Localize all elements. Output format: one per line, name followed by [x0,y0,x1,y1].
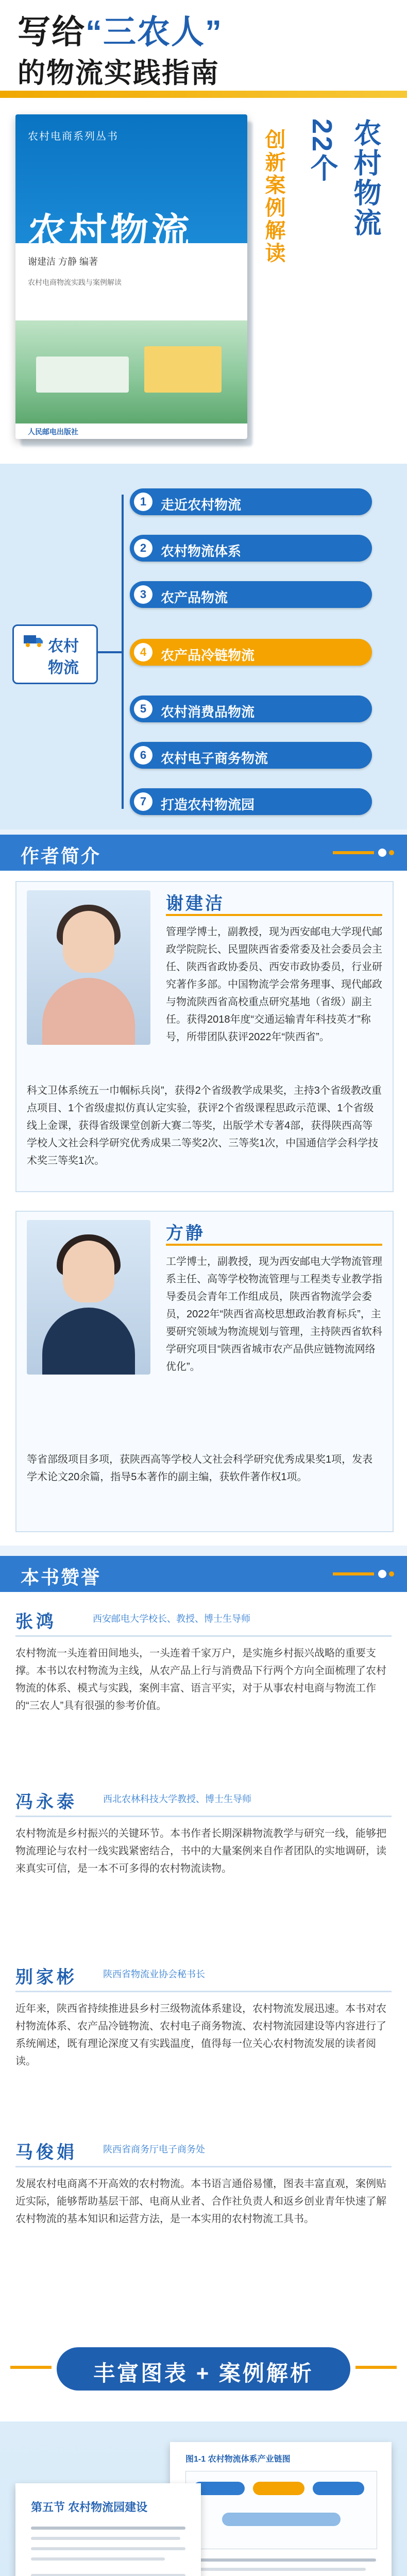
photo-head [63,1241,114,1302]
text-line [31,2527,185,2530]
text-line [31,2537,180,2540]
rec-role: 陕西省物流业协会秘书长 [103,1969,205,1979]
recommendation-4 [15,2138,392,2303]
book-authors: 谢建洁 方静 编著 [28,257,98,267]
author-name-1: 谢建洁 [166,894,225,913]
toc-branch-line [97,651,122,653]
truck-icon [23,633,44,648]
banner-ornament-left [10,2366,52,2369]
toc-item-5 [130,696,372,722]
toc-item-label: 打造农村物流园 [161,797,255,812]
toc-label-line1: 农村 [48,638,79,655]
author-name-2: 方静 [166,1224,205,1243]
toc-item-number: 6 [134,746,152,765]
text-line [31,2557,165,2561]
flow-node [222,2513,341,2526]
authors-section-title: 作者简介 [21,845,101,867]
hero-accent-bar [0,91,407,98]
photo-head [63,911,114,973]
banner-pill [57,2347,350,2391]
rec-body: 发展农村电商离不开高效的农村物流。本书语言通俗易懂，图表丰富直观，案例贴近实际，能够帮助基层干部、电商从业者、合作社负责人和返乡创业青年快速了解农村物流的基本知识和运营方法，是一本实用的农村物流工具书。 [15,2178,386,2225]
book-cover [15,114,247,439]
toc-item-6 [130,742,372,769]
hero-side-slogan [262,118,401,448]
header-ornament-icon [333,1567,395,1581]
recommendation-3 [15,1963,392,2128]
features-banner [0,2318,407,2421]
author-card-2 [15,1211,394,1532]
photo-body [42,1308,135,1375]
toc-item-number: 3 [134,585,152,604]
text-line [31,2547,185,2550]
rec-section-title: 本书赞誉 [21,1567,101,1588]
flow-node [193,2482,245,2495]
toc-item-label: 农村物流体系 [161,544,242,559]
toc-item-4 [130,639,372,666]
rec-divider [15,1816,392,1817]
text-line [31,2574,185,2576]
author-name-underline [166,914,382,916]
banner-title: 丰富图表 + 案例解析 [93,2361,314,2385]
rec-name: 别家彬 [15,1968,77,1987]
toc-spine-line [122,495,124,809]
hero-title-highlight: “三农人” [86,13,223,50]
rec-body: 农村物流一头连着田间地头，一头连着千家万户，是实施乡村振兴战略的重要支撑。本书以农村物流为主线，从农产品上行与消费品下行两个方向全面梳理了农村物流的体系、模式与实践，案例丰富、语言平实，对于从事农村电商与物流工作的“三农人”具有很强的参考价值。 [15,1648,386,1711]
rec-section-header [0,1556,407,1592]
toc-item-3 [130,581,372,608]
author-bio-full-1: 科文卫体系统五一巾帼标兵岗”，获得2个省级教学成果奖，主持3个省级教改重点项目、1个省级虚拟仿真认定实验，获评2个省级课程思政示范课、1个省级线上金课，获得省级课堂创新大赛二等奖，出版学术专著4部，获得陕西高等学校人文社会科学研究优秀成果二等奖2次、三等奖1次，中国通信学会科学技术奖三等奖1次。 [27,1085,382,1166]
toc-item-label: 农村消费品物流 [161,704,255,720]
toc-label-line2: 物流 [48,659,79,676]
toc-item-label: 走近农村物流 [161,497,242,513]
rec-body: 农村物流是乡村振兴的关键环节。本书作者长期深耕物流教学与研究一线，能够把物流理论与农村一线实践紧密结合，书中的大量案例来自作者团队的实地调研，读来真实可信，是一本不可多得的农村物流读物。 [15,1828,386,1874]
header-ornament-icon [333,846,395,859]
slogan-innovation: 创新案例解读 [262,129,285,265]
sample-pages-section [0,2421,407,2576]
author-bio-side-2: 工学博士，副教授，现为西安邮电大学物流管理系主任、高等学校物流管理与工程类专业教学指导委员会青年工作组成员，陕西省物流学会委员，2022年“陕西省高校思想政治教育标兵”，主要研究领域为物流规划与管理，主持陕西省软科学研究项目“陕西省城市农产品供应链物流网络优化”。 [166,1256,382,1372]
toc-item-number: 1 [134,493,152,511]
toc-item-label: 农产品冷链物流 [161,648,255,663]
sample-figure-caption: 图1-1 农村物流体系产业链图 [185,2455,291,2464]
hero-section [0,0,407,464]
rec-name: 马俊娟 [15,2143,77,2162]
flow-node [313,2482,364,2495]
author-bio-side-1: 管理学博士，副教授，现为西安邮电大学现代邮政学院院长、民盟陕西省委常委及社会委员会主任、陕西省政协委员、西安市政协委员，行业研究著作多部。中国物流学会常务理事、现代邮政与物流陕西省高校重点研究基地（省级）副主任。获得2018年度“交通运输青年科技英才”称号，所带团队获评2022年“陕西省”。 [166,926,382,1043]
toc-item-1 [130,488,372,515]
author-photo-2 [27,1220,150,1375]
toc-item-2 [130,535,372,562]
recommendations-panel [0,1592,407,2318]
author-bio-full-2: 等省部级项目多项，获陕西高等学校人文社会科学研究优秀成果奖1项，发表学术论文20余篇，指导5本著作的副主编，获软件著作权1项。 [27,1454,373,1483]
slogan-count: 22个 [307,118,337,184]
book-cover-illustration [15,320,247,423]
sample-page-2 [15,2483,201,2576]
author-name-underline [166,1244,382,1246]
toc-item-number: 5 [134,700,152,718]
author-photo-1 [27,890,150,1045]
rec-divider [15,1991,392,1992]
sample-section-heading: 第五节 农村物流园建设 [31,2501,148,2514]
book-series: 农村电商系列丛书 [28,131,118,142]
hero-title [18,12,223,91]
banner-ornament-right [355,2366,397,2369]
recommendation-1 [15,1607,392,1777]
authors-section-header [0,835,407,871]
rec-name: 张鸿 [15,1612,57,1632]
slogan-topic: 农村物流 [350,118,381,238]
toc-item-7 [130,788,372,815]
text-line [185,2568,366,2571]
toc-section [0,464,407,829]
sample-page-1 [170,2442,392,2576]
book-title: 农村物流 [28,210,193,255]
book-publisher: 人民邮电出版社 [28,428,78,436]
toc-item-number: 7 [134,792,152,811]
toc-item-label: 农村电子商务物流 [161,751,268,766]
book-subtitle: 农村电商物流实践与案例解读 [28,278,122,286]
author-card-1 [15,881,394,1192]
rec-role: 西北农林科技大学教授、博士生导师 [103,1794,251,1804]
rec-divider [15,1635,392,1637]
sample-flow-chart [185,2471,377,2549]
rec-role: 西安邮电大学校长、教授、博士生导师 [93,1614,250,1624]
toc-item-label: 农产品物流 [161,590,228,605]
toc-item-number: 2 [134,539,152,557]
text-line [185,2558,376,2562]
flow-node [253,2482,304,2495]
hero-title-line2: 的物流实践指南 [18,58,219,89]
authors-panel [0,871,407,1546]
toc-item-number: 4 [134,643,152,662]
recommendation-2 [15,1788,392,1953]
rec-role: 陕西省商务厅电子商务处 [103,2144,205,2155]
photo-body [42,978,135,1045]
rec-name: 冯永泰 [15,1792,77,1812]
hero-title-prefix: 写给 [18,13,86,50]
toc-label [12,624,98,684]
rec-body: 近年来，陕西省持续推进县乡村三级物流体系建设，农村物流发展迅速。本书对农村物流体系、农产品冷链物流、农村电子商务物流、农村物流园建设等内容进行了系统阐述，既有理论深度又有实践温度，值得每一位关心农村物流发展的读者阅读。 [15,2003,386,2067]
rec-divider [15,2166,392,2167]
